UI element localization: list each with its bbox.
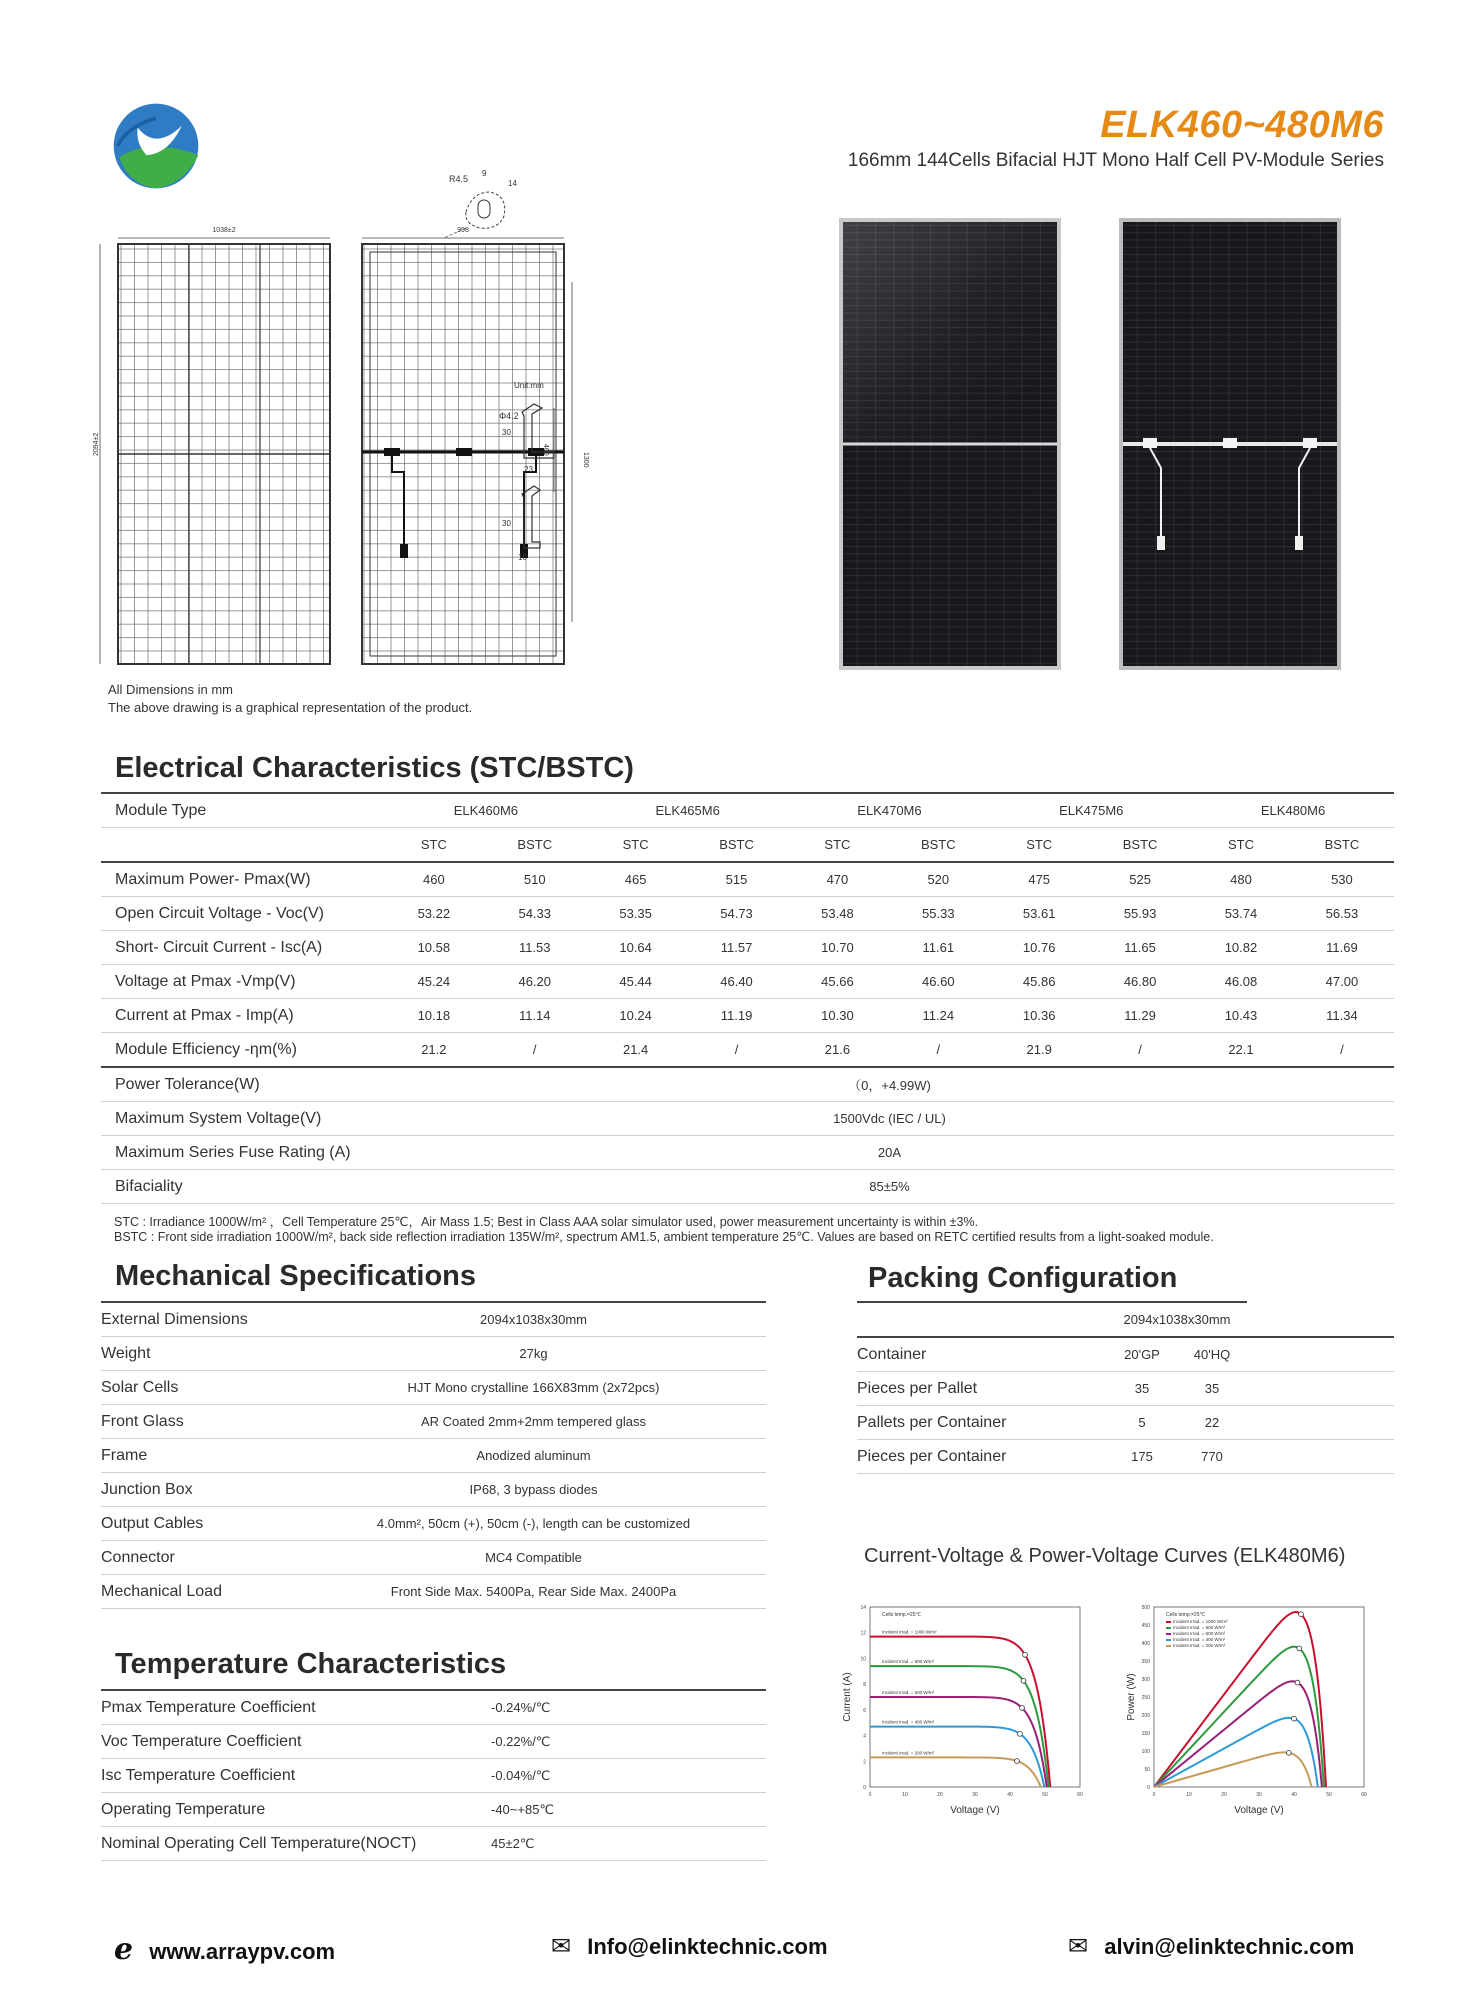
back-view-drawing (362, 227, 589, 664)
electrical-span-row (101, 1170, 1394, 1204)
svg-text:2094±2: 2094±2 (93, 432, 100, 456)
y-axis-label: Current (A) (842, 1672, 853, 1722)
curves-title: Current-Voltage & Power-Voltage Curves (ELK480M6) (864, 1545, 1346, 1567)
row-label: Pallets per Container (857, 1406, 1107, 1440)
electrical-row (101, 999, 1394, 1033)
max-power-point (1297, 1646, 1302, 1651)
electrical-title: Electrical Characteristics (STC/BSTC) (115, 752, 634, 784)
row-value: 2094x1038x30mm (301, 1302, 766, 1337)
electrical-row (101, 965, 1394, 999)
pv-curve-chart (1122, 1597, 1372, 1837)
y-tick-label: 300 (1141, 1677, 1150, 1683)
row-value: -0.22%/℃ (481, 1725, 766, 1759)
packing-dimension-row: 2094x1038x30mm (857, 1302, 1394, 1337)
cell-value: 11.19 (684, 999, 788, 1033)
cell-value: 10.24 (587, 999, 685, 1033)
row-label: Output Cables (101, 1507, 301, 1541)
packing-row (857, 1372, 1394, 1406)
mechanical-title: Mechanical Specifications (115, 1260, 477, 1292)
cell-value: 460 (385, 862, 483, 897)
cell-value: 21.9 (990, 1033, 1088, 1068)
row-value: 4.0mm², 50cm (+), 50cm (-), length can be customized (301, 1507, 766, 1541)
cell-value: 11.34 (1290, 999, 1394, 1033)
row-value: Anodized aluminum (301, 1439, 766, 1473)
svg-text:10: 10 (518, 553, 527, 562)
cell-value: 21.2 (385, 1033, 483, 1068)
electrical-span-row (101, 1102, 1394, 1136)
svg-text:400: 400 (542, 444, 549, 456)
legend-swatch (1166, 1645, 1171, 1647)
row-value: -0.24%/℃ (481, 1690, 766, 1725)
cell-value: 47.00 (1290, 965, 1394, 999)
y-tick-label: 0 (1147, 1785, 1150, 1791)
row-label: Voc Temperature Coefficient (101, 1725, 481, 1759)
x-tick-label: 20 (1221, 1792, 1227, 1798)
cell-value: 45.86 (990, 965, 1088, 999)
cell-value: 515 (684, 862, 788, 897)
x-tick-label: 60 (1361, 1792, 1367, 1798)
row-value: 45±2℃ (481, 1827, 766, 1861)
mechanical-row (101, 1575, 766, 1609)
cell-value: 10.18 (385, 999, 483, 1033)
series-legend-label: Incident Irrad. = 400 W/m² (882, 1719, 935, 1725)
svg-text:14: 14 (508, 179, 517, 188)
product-subtitle: 166mm 144Cells Bifacial HJT Mono Half Cell PV-Module Series (847, 150, 1384, 171)
max-power-point (1017, 1731, 1022, 1736)
electrical-row (101, 862, 1394, 897)
cell-value: 46.20 (483, 965, 587, 999)
temperature-row (101, 1725, 766, 1759)
y-tick-label: 2 (863, 1759, 866, 1766)
row-value-b: 40'HQ (1177, 1337, 1247, 1372)
cell-value: 11.65 (1088, 931, 1192, 965)
row-label: Operating Temperature (101, 1793, 481, 1827)
row-label: Weight (101, 1337, 301, 1371)
series-legend-label: Incident Irrad. = 600 W/m² (882, 1690, 935, 1695)
cell-value: 10.30 (789, 999, 887, 1033)
row-label: Front Glass (101, 1405, 301, 1439)
cell-value: 85±5% (385, 1170, 1394, 1204)
row-value: 27kg (301, 1337, 766, 1371)
cell-value: 11.29 (1088, 999, 1192, 1033)
row-label: Maximum System Voltage(V) (101, 1102, 385, 1136)
cell-value: / (684, 1033, 788, 1068)
cell-value: 10.64 (587, 931, 685, 965)
row-label: Voltage at Pmax -Vmp(V) (101, 965, 385, 999)
row-value-a: 175 (1107, 1440, 1177, 1474)
x-tick-label: 0 (868, 1792, 872, 1798)
packing-row (857, 1406, 1394, 1440)
cell-value: 11.61 (886, 931, 990, 965)
packing-row (857, 1440, 1394, 1474)
x-tick-label: 20 (937, 1792, 943, 1798)
row-value: Front Side Max. 5400Pa, Rear Side Max. 2400Pa (301, 1575, 766, 1609)
cell-value: 10.70 (789, 931, 887, 965)
cell-value: 22.1 (1192, 1033, 1290, 1068)
cell-value: 21.4 (587, 1033, 685, 1068)
row-value: HJT Mono crystalline 166X83mm (2x72pcs) (301, 1371, 766, 1405)
x-tick-label: 40 (1007, 1792, 1013, 1798)
row-label: Current at Pmax - Imp(A) (101, 999, 385, 1033)
mail-icon: ✉ (1068, 1933, 1089, 1960)
chart-annotation: Cells temp.=25℃ (882, 1612, 922, 1618)
cell-value: 11.24 (886, 999, 990, 1033)
electrical-row (101, 1033, 1394, 1068)
front-view-drawing (93, 227, 330, 664)
temperature-title: Temperature Characteristics (115, 1648, 507, 1680)
bstc-note: BSTC : Front side irradiation 1000W/m², back side reflection irradiation 135W/m², spectrum AM1.5, ambient temperature 25℃. Values are based on RETC certified results from a light-soaked module. (114, 1230, 1214, 1244)
cell-value: 45.44 (587, 965, 685, 999)
x-tick-label: 0 (1152, 1792, 1156, 1798)
row-label: Pieces per Container (857, 1440, 1107, 1474)
cell-value: 10.82 (1192, 931, 1290, 965)
cell-value: 480 (1192, 862, 1290, 897)
electrical-row (101, 931, 1394, 965)
svg-text:R4.5: R4.5 (449, 174, 469, 184)
cell-value: 53.35 (587, 897, 685, 931)
y-tick-label: 200 (1141, 1713, 1150, 1719)
row-value-b: 770 (1177, 1440, 1247, 1474)
series-legend-label: Incident Irrad. = 1000 W/m² (1173, 1619, 1228, 1624)
y-tick-label: 14 (860, 1605, 866, 1611)
cell-value: 530 (1290, 862, 1394, 897)
cell-value: 46.08 (1192, 965, 1290, 999)
legend-swatch (1166, 1639, 1171, 1641)
cell-value: 10.43 (1192, 999, 1290, 1033)
row-label: Maximum Power- Pmax(W) (101, 862, 385, 897)
row-label: Maximum Series Fuse Rating (A) (101, 1136, 385, 1170)
svg-text:Φ4.2: Φ4.2 (499, 411, 519, 421)
mechanical-row (101, 1405, 766, 1439)
legend-swatch (1166, 1621, 1171, 1623)
y-tick-label: 150 (1141, 1731, 1150, 1737)
row-label: Nominal Operating Cell Temperature(NOCT) (101, 1827, 481, 1861)
row-value-a: 35 (1107, 1372, 1177, 1406)
row-value: -40~+85℃ (481, 1793, 766, 1827)
temperature-row (101, 1827, 766, 1861)
x-tick-label: 50 (1326, 1792, 1332, 1798)
series-legend-label: Incident Irrad. = 800 W/m² (882, 1659, 935, 1665)
x-tick-label: 30 (972, 1792, 978, 1798)
representation-note: The above drawing is a graphical representation of the product. (108, 700, 473, 715)
y-tick-label: 4 (863, 1733, 866, 1740)
temperature-table (101, 1689, 766, 1861)
iv-curve-chart (838, 1597, 1088, 1837)
cell-value: 53.74 (1192, 897, 1290, 931)
cell-value: 53.61 (990, 897, 1088, 931)
mechanical-row (101, 1473, 766, 1507)
y-tick-label: 6 (863, 1707, 866, 1714)
x-tick-label: 40 (1291, 1792, 1297, 1798)
x-tick-label: 60 (1077, 1792, 1083, 1798)
svg-text:23: 23 (524, 465, 533, 474)
x-tick-label: 30 (1256, 1792, 1262, 1798)
y-axis-label: Power (W) (1126, 1673, 1137, 1721)
cell-value: 11.57 (684, 931, 788, 965)
svg-text:30: 30 (502, 519, 511, 528)
mail-icon: ✉ (551, 1933, 572, 1960)
y-tick-label: 10 (860, 1656, 866, 1663)
cell-value: 475 (990, 862, 1088, 897)
row-label: Pieces per Pallet (857, 1372, 1107, 1406)
svg-text:1300: 1300 (582, 452, 589, 468)
panel-front-photo (839, 218, 1061, 670)
cell-value: 53.22 (385, 897, 483, 931)
row-label: Container (857, 1337, 1107, 1372)
row-value-a: 5 (1107, 1406, 1177, 1440)
row-label: Short- Circuit Current - Isc(A) (101, 931, 385, 965)
y-tick-label: 500 (1141, 1605, 1150, 1611)
x-tick-label: 10 (1186, 1792, 1192, 1798)
max-power-point (1286, 1750, 1291, 1755)
y-tick-label: 50 (1144, 1767, 1150, 1773)
cell-value: 20A (385, 1136, 1394, 1170)
cell-value: 46.40 (684, 965, 788, 999)
row-label: Bifaciality (101, 1170, 385, 1204)
cell-value: 470 (789, 862, 887, 897)
series-legend-label: Incident Irrad. = 600 W/m² (1173, 1631, 1226, 1636)
electrical-span-row (101, 1067, 1394, 1102)
cell-value: 525 (1088, 862, 1192, 897)
mechanical-row (101, 1541, 766, 1575)
svg-text:998: 998 (457, 227, 469, 234)
y-tick-label: 100 (1141, 1749, 1150, 1755)
row-label: External Dimensions (101, 1302, 301, 1337)
legend-swatch (1166, 1633, 1171, 1635)
mechanical-row (101, 1439, 766, 1473)
cell-value: 46.60 (886, 965, 990, 999)
mechanical-row (101, 1371, 766, 1405)
cell-value: 1500Vdc (IEC / UL) (385, 1102, 1394, 1136)
y-tick-label: 0 (863, 1785, 866, 1791)
y-tick-label: 250 (1141, 1695, 1150, 1701)
temperature-row (101, 1793, 766, 1827)
y-tick-label: 450 (1141, 1623, 1150, 1629)
chart-annotation: Cells temp.=25℃ (1166, 1612, 1206, 1618)
browser-icon: ℯ (114, 1933, 134, 1966)
row-label: Power Tolerance(W) (101, 1067, 385, 1102)
series-legend-label: Incident Irrad. = 1000 W/m² (882, 1629, 937, 1635)
row-value: MC4 Compatible (301, 1541, 766, 1575)
legend-swatch (1166, 1627, 1171, 1629)
max-power-point (1023, 1652, 1028, 1657)
cell-value: 10.36 (990, 999, 1088, 1033)
cell-value: 55.93 (1088, 897, 1192, 931)
row-value-a: 20'GP (1107, 1337, 1177, 1372)
packing-table (857, 1301, 1394, 1474)
row-label: Module Efficiency -ηm(%) (101, 1033, 385, 1068)
cell-value: 21.6 (789, 1033, 887, 1068)
cell-value: 46.80 (1088, 965, 1192, 999)
x-tick-label: 10 (902, 1792, 908, 1798)
max-power-point (1014, 1759, 1019, 1764)
y-tick-label: 400 (1141, 1641, 1150, 1647)
cell-value: / (886, 1033, 990, 1068)
footer-website[interactable]: ℯ www.arraypv.com (114, 1933, 336, 1966)
packing-row (857, 1337, 1394, 1372)
max-power-point (1021, 1678, 1026, 1683)
x-tick-label: 50 (1042, 1792, 1048, 1798)
row-value: IP68, 3 bypass diodes (301, 1473, 766, 1507)
max-power-point (1020, 1705, 1025, 1710)
svg-text:Unit:mm: Unit:mm (514, 381, 544, 390)
max-power-point (1299, 1612, 1304, 1617)
cell-value: （0，+4.99W) (385, 1067, 1394, 1102)
dimensions-note: All Dimensions in mm (108, 682, 233, 697)
row-label: Connector (101, 1541, 301, 1575)
row-label: Mechanical Load (101, 1575, 301, 1609)
footer-email-alvin[interactable]: ✉ alvin@elinktechnic.com (1068, 1933, 1355, 1960)
stc-bstc-header-row: STC BSTC STC BSTC STC BSTC STC BSTC STC BSTC (101, 828, 1394, 863)
cell-value: 54.33 (483, 897, 587, 931)
panel-back-photo (1119, 218, 1341, 670)
row-label: Junction Box (101, 1473, 301, 1507)
mechanical-row (101, 1507, 766, 1541)
row-label: Frame (101, 1439, 301, 1473)
row-value-b: 22 (1177, 1406, 1247, 1440)
electrical-table (101, 792, 1394, 1204)
cell-value: 53.48 (789, 897, 887, 931)
cell-value: 11.14 (483, 999, 587, 1033)
svg-text:9: 9 (482, 169, 487, 178)
row-label: Isc Temperature Coefficient (101, 1759, 481, 1793)
model-title: ELK460~480M6 (1100, 104, 1384, 146)
series-legend-label: Incident Irrad. = 800 W/m² (1173, 1625, 1226, 1630)
series-legend-label: Incident Irrad. = 200 W/m² (1173, 1643, 1226, 1648)
cell-value: 45.66 (789, 965, 887, 999)
cell-value: 54.73 (684, 897, 788, 931)
electrical-span-row (101, 1136, 1394, 1170)
cell-value: / (1290, 1033, 1394, 1068)
slot-detail (444, 169, 517, 238)
svg-text:30: 30 (502, 428, 511, 437)
module-dimension-drawing (93, 169, 714, 672)
svg-text:1038±2: 1038±2 (212, 227, 236, 234)
cell-value: 56.53 (1290, 897, 1394, 931)
electrical-row (101, 897, 1394, 931)
cell-value: / (483, 1033, 587, 1068)
cell-value: 520 (886, 862, 990, 897)
cell-value: 11.69 (1290, 931, 1394, 965)
row-value: AR Coated 2mm+2mm tempered glass (301, 1405, 766, 1439)
footer-email-info[interactable]: ✉ Info@elinktechnic.com (551, 1933, 828, 1960)
row-value: -0.04%/℃ (481, 1759, 766, 1793)
row-value-b: 35 (1177, 1372, 1247, 1406)
series-legend-label: Incident Irrad. = 400 W/m² (1173, 1637, 1226, 1642)
cell-value: 55.33 (886, 897, 990, 931)
row-label: Open Circuit Voltage - Voc(V) (101, 897, 385, 931)
series-legend-label: Incident Irrad. = 200 W/m² (882, 1750, 935, 1756)
row-label: Pmax Temperature Coefficient (101, 1690, 481, 1725)
row-label: Solar Cells (101, 1371, 301, 1405)
cell-value: 45.24 (385, 965, 483, 999)
stc-note: STC : Irradiance 1000W/m² ，Cell Temperature 25℃，Air Mass 1.5; Best in Class AAA solar simulator used, power measurement uncertainty is within ±3%. (114, 1215, 979, 1229)
mechanical-row (101, 1302, 766, 1337)
temperature-row (101, 1690, 766, 1725)
cell-value: 10.58 (385, 931, 483, 965)
max-power-point (1292, 1716, 1297, 1721)
x-axis-label: Voltage (V) (950, 1805, 1000, 1816)
cell-value: 11.53 (483, 931, 587, 965)
y-tick-label: 8 (863, 1682, 866, 1689)
y-tick-label: 350 (1141, 1659, 1150, 1665)
packing-title: Packing Configuration (868, 1262, 1178, 1294)
cell-value: 465 (587, 862, 685, 897)
mechanical-table (101, 1301, 766, 1609)
cell-value: / (1088, 1033, 1192, 1068)
y-tick-label: 12 (860, 1630, 866, 1637)
max-power-point (1295, 1680, 1300, 1685)
temperature-row (101, 1759, 766, 1793)
cell-value: 510 (483, 862, 587, 897)
cell-value: 10.76 (990, 931, 1088, 965)
company-logo (108, 100, 204, 192)
x-axis-label: Voltage (V) (1234, 1805, 1284, 1816)
mechanical-row (101, 1337, 766, 1371)
module-type-row: Module Type ELK460M6 ELK465M6 ELK470M6 ELK475M6 ELK480M6 (101, 793, 1394, 828)
